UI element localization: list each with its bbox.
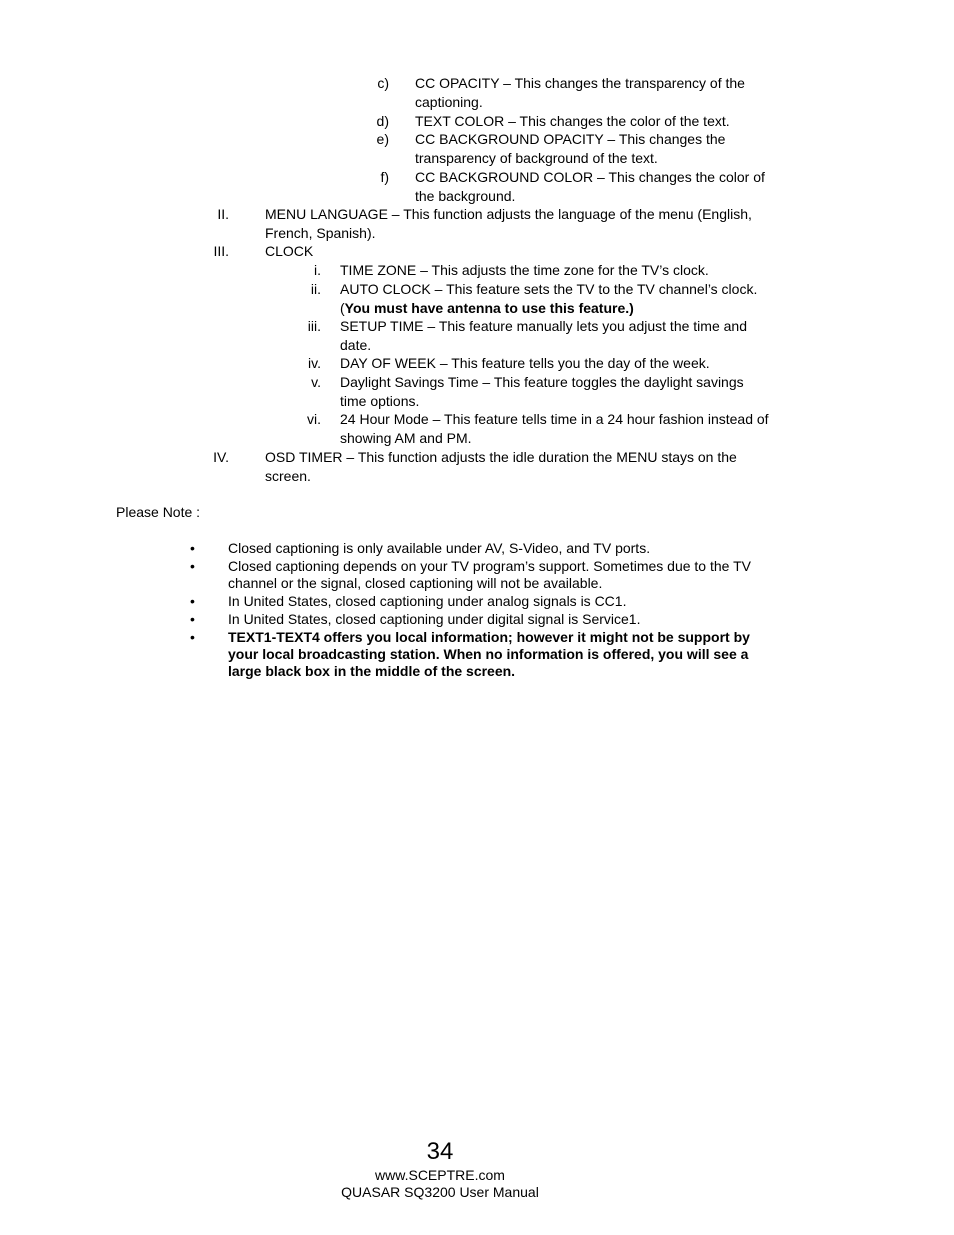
list-marker: ii.: [310, 281, 321, 297]
auto-clock-warning: You must have antenna to use this feature.): [344, 299, 634, 316]
notes-list: [0, 540, 954, 681]
list-marker: IV.: [213, 449, 229, 465]
list-marker: d): [376, 113, 389, 129]
list-marker: III.: [213, 243, 229, 259]
list-item-text: MENU LANGUAGE – This function adjusts the language of the menu (English, French, Spanish).: [265, 206, 752, 241]
list-marker: f): [380, 169, 389, 185]
list-item-text: DAY OF WEEK – This feature tells you the day of the week.: [340, 355, 710, 371]
note-text: In United States, closed captioning under analog signals is CC1.: [228, 593, 627, 609]
list-item: [0, 540, 954, 558]
note-text: Closed captioning is only available under AV, S-Video, and TV ports.: [228, 540, 651, 556]
list-item-text: TEXT COLOR – This changes the color of the text.: [415, 113, 730, 129]
list-marker: v.: [311, 374, 321, 390]
footer-website: www.SCEPTRE.com: [375, 1167, 505, 1183]
bullet-icon: •: [190, 540, 195, 556]
bullet-icon: •: [190, 593, 195, 609]
list-marker: e): [376, 131, 389, 147]
list-item: [0, 611, 954, 629]
note-text: In United States, closed captioning under digital signal is Service1.: [228, 611, 641, 627]
list-item-text: CC BACKGROUND COLOR – This changes the color of the background.: [415, 169, 765, 204]
list-marker: iii.: [307, 318, 321, 334]
note-label: Please Note :: [116, 504, 201, 520]
list-item-text: SETUP TIME – This feature manually lets you adjust the time and date.: [340, 318, 747, 353]
list-item-text: Daylight Savings Time – This feature toggles the daylight savings time options.: [340, 374, 744, 409]
list-item: [0, 593, 954, 611]
list-item: [0, 558, 954, 593]
bullet-icon: •: [190, 629, 195, 645]
list-marker: vi.: [307, 411, 321, 427]
bullet-icon: •: [190, 611, 195, 627]
footer-manual-title: QUASAR SQ3200 User Manual: [341, 1184, 539, 1200]
list-item-text: [340, 280, 770, 317]
note-text-bold: TEXT1-TEXT4 offers you local information; however it might not be support by your local broadcasting station. When no information is offered, you will see a large black box in the middle of the screen.: [228, 629, 750, 679]
bullet-icon: •: [190, 558, 195, 574]
list-item-text: CC OPACITY – This changes the transparency of the captioning.: [415, 75, 745, 110]
list-item-text: OSD TIMER – This function adjusts the idle duration the MENU stays on the screen.: [265, 449, 737, 484]
list-item-text: 24 Hour Mode – This feature tells time in a 24 hour fashion instead of showing AM and PM.: [340, 411, 769, 446]
auto-clock-text: AUTO CLOCK – This feature sets the TV to the TV channel’s clock. (: [340, 281, 758, 316]
note-text: Closed captioning depends on your TV program’s support. Sometimes due to the TV channel or the signal, closed captioning will not be available.: [228, 558, 751, 591]
list-marker: i.: [314, 262, 321, 278]
list-item-text: CLOCK: [265, 243, 314, 259]
list-item: [0, 629, 954, 681]
page-number: 34: [426, 1138, 454, 1165]
list-marker: c): [377, 75, 389, 91]
list-item-text: TIME ZONE – This adjusts the time zone for the TV’s clock.: [340, 262, 709, 278]
list-item-text: CC BACKGROUND OPACITY – This changes the transparency of background of the text.: [415, 131, 726, 166]
list-marker: iv.: [308, 355, 321, 371]
list-marker: II.: [217, 206, 229, 222]
